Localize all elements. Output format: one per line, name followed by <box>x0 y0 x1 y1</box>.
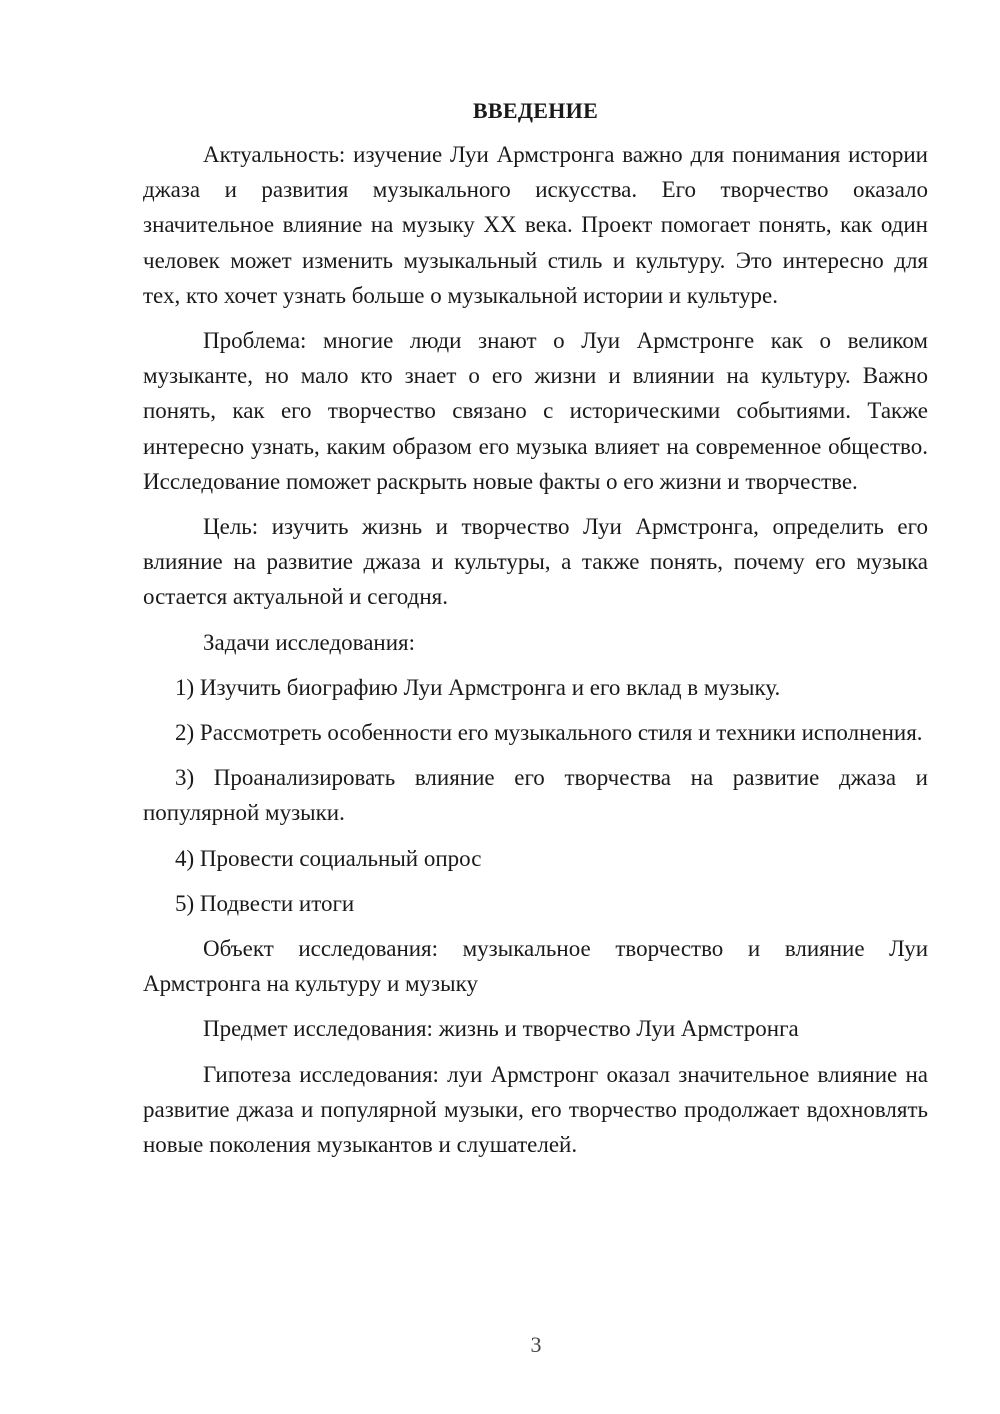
tasks-heading: Задачи исследования: <box>203 629 416 655</box>
task-item-3: 3) Проанализировать влияние его творчества на развитие джаза и популярной музыки. <box>143 765 928 826</box>
task-item-2: 2) Рассмотреть особенности его музыкального стиля и техники исполнения. <box>175 720 923 746</box>
object-paragraph: Объект исследования: музыкальное творчество и влияние Луи Армстронга на культуру и музыку <box>143 936 928 997</box>
goal-paragraph: Цель: изучить жизнь и творчество Луи Армстронга, определить его влияние на развитие джаза и культуры, а также понять, почему его музыка остается актуальной и сегодня. <box>143 514 928 610</box>
document-body <box>143 93 928 1172</box>
hypothesis-paragraph: Гипотеза исследования: луи Армстронг оказал значительное влияние на развитие джаза и популярной музыки, его творчество продолжает вдохновлять новые поколения музыкантов и слушателей. <box>143 1061 928 1158</box>
problem-paragraph: Проблема: многие люди знают о Луи Армстронге как о великом музыканте, но мало кто знает о его жизни и влиянии на культуру. Важно понять, как его творчество связано с историческими событиями. Также интересно узнать, каким образом его музыка влияет на современное общество. Исследование поможет раскрыть новые факты о его жизни и творчестве. <box>143 328 928 494</box>
task-item-1: 1) Изучить биографию Луи Армстронга и его вклад в музыку. <box>175 674 781 700</box>
section-title: ВВЕДЕНИЕ <box>472 98 599 123</box>
subject-paragraph: Предмет исследования: жизнь и творчество Луи Армстронга <box>203 1016 799 1042</box>
relevance-paragraph: Актуальность: изучение Луи Армстронга важно для понимания истории джаза и развития музыкального искусства. Его творчество оказало значительное влияние на музыку XX века. Проект помогает понять, как один человек может изменить музыкальный стиль и культуру. Это интересно для тех, кто хочет узнать больше о музыкальной истории и культуре. <box>143 142 928 308</box>
page-number: 3 <box>530 1332 542 1357</box>
task-item-5: 5) Подвести итоги <box>175 890 355 916</box>
task-item-4: 4) Провести социальный опрос <box>175 845 482 871</box>
